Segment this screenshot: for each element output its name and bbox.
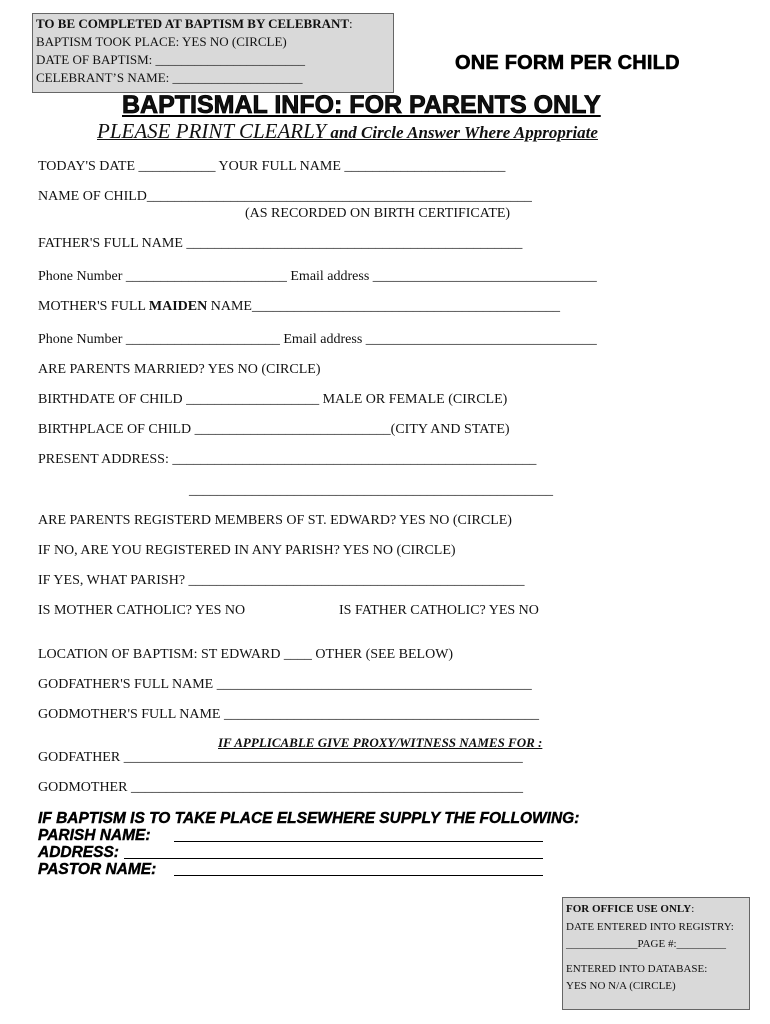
office-heading [566, 903, 694, 916]
todays-date-field[interactable]: TODAY'S DATE ___________ YOUR FULL NAME _______________________ [38, 159, 506, 174]
entered-database-label: ENTERED INTO DATABASE: [566, 963, 708, 975]
address-input-line[interactable] [124, 858, 543, 859]
parents-married-field[interactable]: ARE PARENTS MARRIED? YES NO (CIRCLE) [38, 362, 321, 377]
one-form-notice: ONE FORM PER CHILD [455, 52, 680, 74]
registered-any-parish-field[interactable]: IF NO, ARE YOU REGISTERED IN ANY PARISH? YES NO (CIRCLE) [38, 543, 456, 558]
godmother-name-field[interactable]: GODMOTHER'S FULL NAME _____________________________________________ [38, 707, 539, 722]
page-subtitle [97, 119, 598, 144]
subtitle-main: PLEASE PRINT CLEARLY [97, 119, 327, 143]
present-address-field[interactable]: PRESENT ADDRESS: ____________________________________________________ [38, 452, 537, 467]
proxy-godmother-field[interactable]: GODMOTHER ________________________________________________________ [38, 780, 523, 795]
parish-name-label: PARISH NAME: [38, 827, 151, 844]
father-catholic-field[interactable]: IS FATHER CATHOLIC? YES NO [339, 603, 539, 618]
mother-phone-email-field[interactable]: Phone Number ______________________ Email address _________________________________ [38, 332, 597, 347]
father-phone-email-field[interactable]: Phone Number _______________________ Email address ________________________________ [38, 269, 597, 284]
office-heading-text: FOR OFFICE USE ONLY [566, 903, 692, 915]
birthdate-field[interactable]: BIRTHDATE OF CHILD ___________________ MALE OR FEMALE (CIRCLE) [38, 392, 508, 407]
mother-maiden-name-field[interactable] [38, 299, 560, 315]
birth-certificate-note: (AS RECORDED ON BIRTH CERTIFICATE) [245, 206, 511, 221]
registry-page-field[interactable]: _____________PAGE #:_________ [566, 938, 727, 950]
pastor-name-input-line[interactable] [174, 875, 543, 876]
baptism-took-place-field[interactable]: BAPTISM TOOK PLACE: YES NO (CIRCLE) [36, 34, 287, 49]
database-options-field[interactable]: YES NO N/A (CIRCLE) [566, 980, 676, 992]
godfather-name-field[interactable]: GODFATHER'S FULL NAME _____________________________________________ [38, 677, 532, 692]
registered-st-edward-field[interactable]: ARE PARENTS REGISTERD MEMBERS OF ST. EDWARD? YES NO (CIRCLE) [38, 513, 512, 528]
proxy-godfather-field[interactable]: GODFATHER _________________________________________________________ [38, 750, 523, 765]
mother-catholic-field[interactable]: IS MOTHER CATHOLIC? YES NO [38, 603, 246, 618]
parish-name-input-line[interactable] [174, 841, 543, 842]
child-name-field[interactable]: NAME OF CHILD_______________________________________________________ [38, 189, 532, 204]
office-use-section [562, 897, 750, 1010]
celebrant-section [32, 13, 394, 93]
office-heading-colon: : [691, 903, 695, 915]
birthplace-field[interactable]: BIRTHPLACE OF CHILD ____________________________(CITY AND STATE) [38, 422, 510, 437]
father-name-field[interactable]: FATHER'S FULL NAME ________________________________________________ [38, 236, 523, 251]
celebrant-heading-text: TO BE COMPLETED AT BAPTISM BY CELEBRANT [36, 16, 350, 31]
what-parish-field[interactable]: IF YES, WHAT PARISH? ________________________________________________ [38, 573, 525, 588]
pastor-name-label: PASTOR NAME: [38, 861, 157, 878]
mother-name-prefix: MOTHER'S FULL [38, 299, 149, 314]
address-line-2-field[interactable]: ____________________________________________________ [189, 483, 553, 498]
mother-name-suffix: NAME____________________________________________ [207, 299, 560, 314]
page-title: BAPTISMAL INFO: FOR PARENTS ONLY [122, 91, 601, 119]
celebrant-heading-colon: : [349, 16, 353, 31]
date-of-baptism-field[interactable]: DATE OF BAPTISM: _______________________ [36, 52, 306, 67]
location-of-baptism-field[interactable]: LOCATION OF BAPTISM: ST EDWARD ____ OTHER (SEE BELOW) [38, 647, 454, 662]
proxy-note: IF APPLICABLE GIVE PROXY/WITNESS NAMES FOR : [218, 735, 543, 750]
celebrant-heading [36, 16, 353, 31]
address-label: ADDRESS: [38, 844, 119, 861]
mother-name-bold: MAIDEN [148, 299, 208, 314]
date-entered-label: DATE ENTERED INTO REGISTRY: [566, 921, 734, 933]
elsewhere-heading: IF BAPTISM IS TO TAKE PLACE ELSEWHERE SUPPLY THE FOLLOWING: [38, 810, 580, 827]
subtitle-rest: and Circle Answer Where Appropriate [326, 123, 598, 142]
celebrant-name-field[interactable]: CELEBRANT’S NAME: ____________________ [36, 70, 303, 85]
